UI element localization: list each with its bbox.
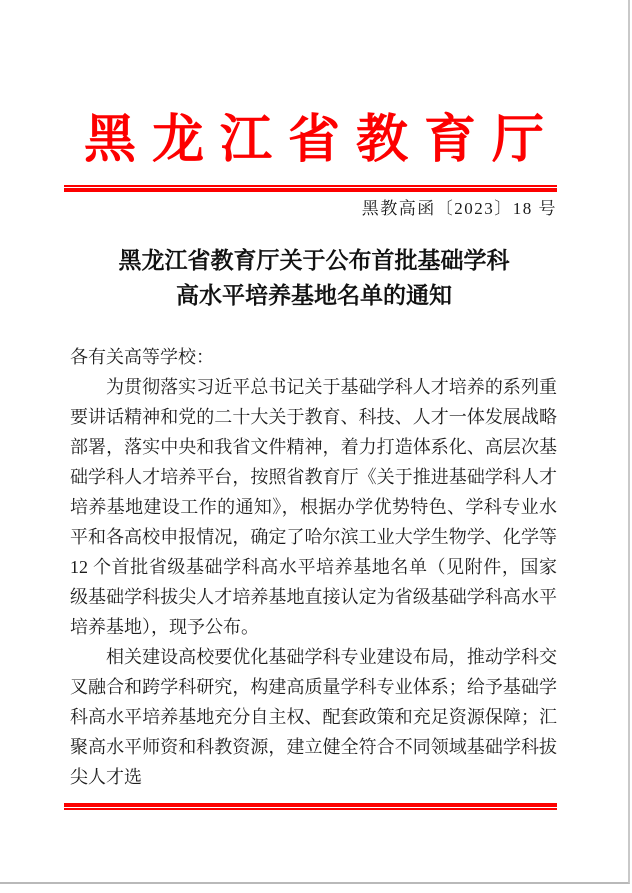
body-paragraph-1: 为贯彻落实习近平总书记关于基础学科人才培养的系列重要讲话精神和党的二十大关于教育、科技、人才一体发展战略部署，落实中央和我省文件精神，着力打造体系化、高层次基础学科人才培养平台，按照省教育厅《关于推进基础学科人才培养基地建设工作的通知》，根据办学优势特色、学科专业水平和各高校申报情况，确定了哈尔滨工业大学生物学、化学等 12 个首批省级基础学科高水平培养基地名单（见附件，国家级基础学科拔尖人才培养基地直接认定为省级基础学科高水平培养基地），现予公布。	[70, 377, 557, 637]
salutation: 各有关高等学校：	[70, 347, 214, 367]
document-title	[0, 243, 628, 313]
footer-double-rule	[64, 803, 557, 810]
document-title-line-1: 黑龙江省教育厅关于公布首批基础学科	[118, 248, 510, 273]
header-double-rule	[64, 185, 557, 192]
document-body	[70, 342, 557, 792]
letterhead-title: 黑龙江省教育厅	[83, 112, 560, 169]
header-rule-thick-line	[64, 188, 557, 192]
footer-rule-thin-line	[64, 808, 557, 810]
body-paragraph-2: 相关建设高校要优化基础学科专业建设布局，推动学科交叉融合和跨学科研究，构建高质量学科专业体系；给予基础学科高水平培养基地充分自主权、配套政策和充足资源保障；汇聚高水平师资和科教资源，建立健全符合不同领域基础学科拔尖人才选	[70, 647, 557, 787]
document-title-line-2: 高水平培养基地名单的通知	[176, 283, 452, 308]
document-number: 黑教高函〔2023〕18 号	[361, 199, 557, 218]
